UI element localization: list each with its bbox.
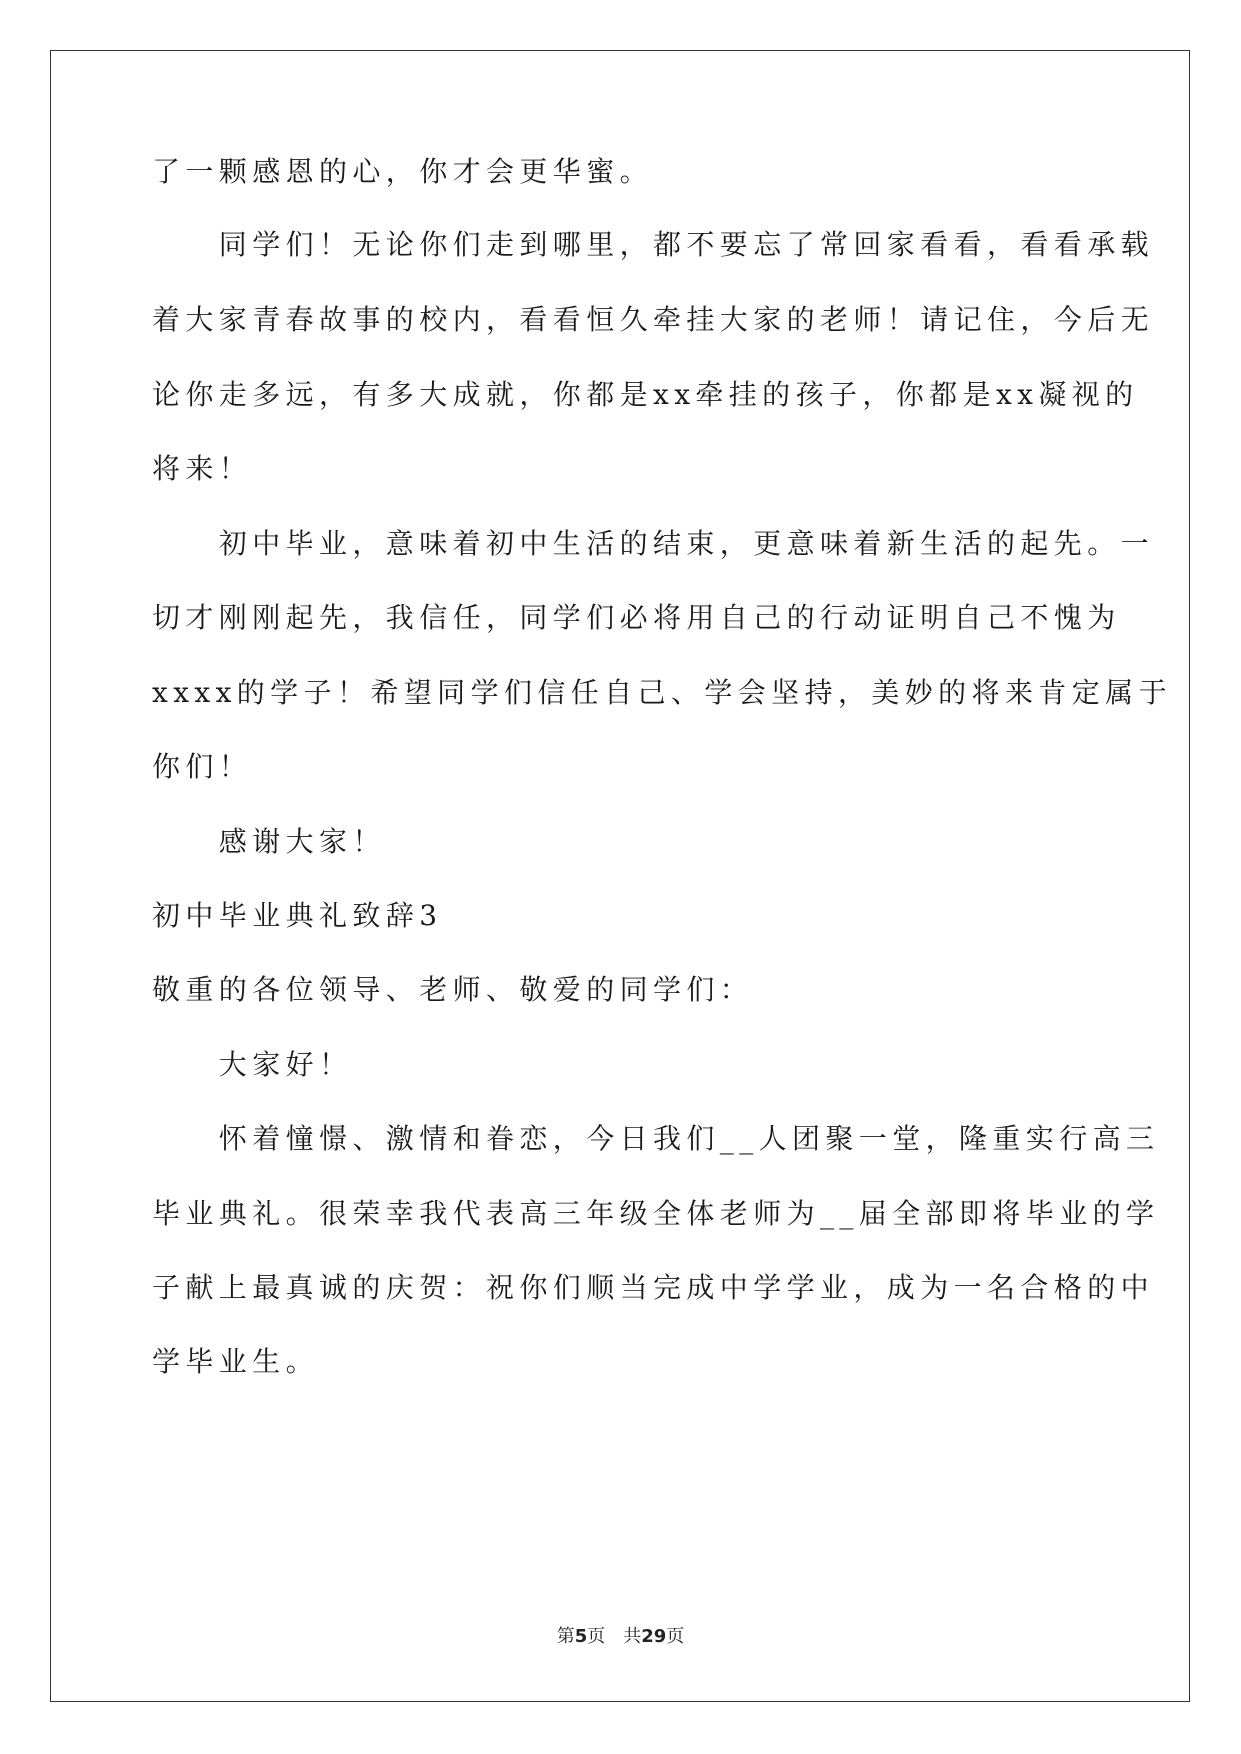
page-border	[50, 50, 1190, 1702]
section-heading: 初中毕业典礼致辞3	[152, 899, 443, 932]
text-line: 论你走多远，有多大成就，你都是xx牵挂的孩子，你都是xx凝视的	[152, 378, 1139, 411]
footer-total-prefix: 共	[623, 1626, 642, 1647]
text-line: 感谢大家！	[152, 825, 386, 858]
text-line: xxxx的学子！希望同学们信任自己、学会坚持，美妙的将来肯定属于	[152, 676, 1172, 709]
text-line: 切才刚刚起先，我信任，同学们必将用自己的行动证明自己不愧为	[152, 601, 1121, 634]
text-line: 着大家青春故事的校内，看看恒久牵挂大家的老师！请记住，今后无	[152, 303, 1155, 336]
page-footer	[0, 1625, 1241, 1649]
text-line: 子献上最真诚的庆贺：祝你们顺当完成中学学业，成为一名合格的中	[152, 1271, 1155, 1304]
footer-page-suffix: 页	[587, 1626, 606, 1647]
total-pages-number: 29	[641, 1626, 667, 1647]
text-line: 将来！	[152, 452, 253, 485]
text-line: 学毕业生。	[152, 1345, 320, 1378]
text-line: 敬重的各位领导、老师、敬爱的同学们：	[152, 973, 754, 1006]
text-line: 怀着憧憬、激情和眷恋，今日我们__人团聚一堂，隆重实行高三	[152, 1122, 1160, 1155]
text-line: 大家好！	[152, 1048, 353, 1081]
footer-total-suffix: 页	[666, 1626, 685, 1647]
text-line: 你们！	[152, 750, 253, 783]
text-line: 了一颗感恩的心，你才会更华蜜。	[152, 155, 654, 188]
text-line: 同学们！无论你们走到哪里，都不要忘了常回家看看，看看承载	[152, 228, 1155, 261]
current-page-number: 5	[574, 1626, 588, 1647]
footer-prefix: 第	[556, 1626, 575, 1647]
text-line: 初中毕业，意味着初中生活的结束，更意味着新生活的起先。一	[152, 527, 1155, 560]
text-line: 毕业典礼。很荣幸我代表高三年级全体老师为__届全部即将毕业的学	[152, 1197, 1160, 1230]
